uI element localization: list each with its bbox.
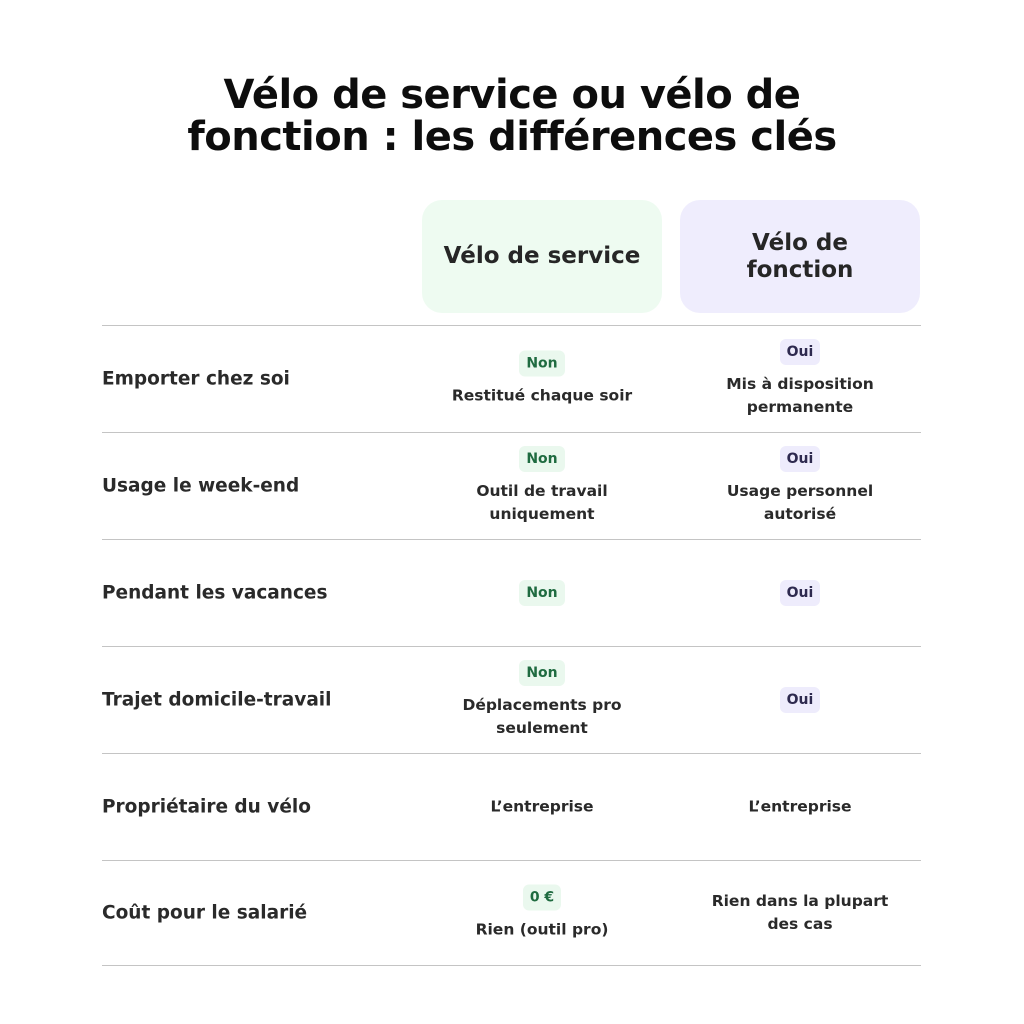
row-label: Pendant les vacances: [102, 582, 328, 604]
column-header-line-2: fonction: [746, 256, 854, 283]
cell-description: Déplacements pro seulement: [462, 696, 622, 737]
table-row: [102, 432, 921, 539]
service-cell: [422, 885, 662, 942]
service-cell: [422, 580, 662, 606]
status-badge: Oui: [780, 687, 821, 713]
table-row: [102, 646, 921, 753]
service-cell: [422, 796, 662, 819]
row-label: Trajet domicile-travail: [102, 689, 332, 711]
column-header-label: [747, 230, 854, 284]
comparison-table: [102, 325, 921, 966]
cell-description: Rien dans la plupart des cas: [711, 892, 889, 933]
status-badge: Oui: [780, 580, 821, 606]
status-badge: Oui: [780, 446, 821, 472]
status-badge: Non: [519, 580, 564, 606]
fonction-cell: [680, 890, 920, 936]
fonction-cell: [680, 446, 920, 526]
column-header-label: Vélo de service: [443, 243, 641, 269]
fonction-cell: [680, 687, 920, 713]
row-label: Propriétaire du vélo: [102, 796, 311, 818]
status-badge: Oui: [780, 339, 821, 365]
table-row: [102, 753, 921, 860]
service-cell: [422, 446, 662, 526]
page-title-line-2: fonction : les différences clés: [187, 114, 837, 160]
cell-description: Rien (outil pro): [475, 920, 609, 939]
page-title-line-1: Vélo de service ou vélo de: [223, 72, 801, 118]
status-badge: Non: [519, 351, 564, 377]
service-cell: [422, 351, 662, 408]
fonction-cell: [680, 339, 920, 419]
service-cell: [422, 660, 662, 740]
cell-description: Restitué chaque soir: [451, 386, 633, 405]
cell-description: Usage personnel autorisé: [726, 482, 874, 523]
status-badge: Non: [519, 660, 564, 686]
status-badge: Non: [519, 446, 564, 472]
cell-description: L’entreprise: [748, 797, 852, 816]
row-label: Emporter chez soi: [102, 368, 290, 390]
cell-description: Mis à disposition permanente: [726, 375, 874, 416]
fonction-cell: [680, 796, 920, 819]
fonction-cell: [680, 580, 920, 606]
row-label: Coût pour le salarié: [102, 902, 308, 924]
cost-badge: 0 €: [523, 885, 561, 911]
table-row: [102, 325, 921, 432]
column-header-velo-de-service: [422, 200, 662, 313]
row-label: Usage le week-end: [102, 475, 300, 497]
cell-description: Outil de travail uniquement: [476, 482, 608, 523]
table-row: [102, 539, 921, 646]
page-title: [0, 74, 1024, 158]
cell-description: L’entreprise: [490, 797, 594, 816]
table-row: [102, 860, 921, 966]
column-header-line-1: Vélo de: [752, 229, 848, 256]
column-header-velo-de-fonction: [680, 200, 920, 313]
